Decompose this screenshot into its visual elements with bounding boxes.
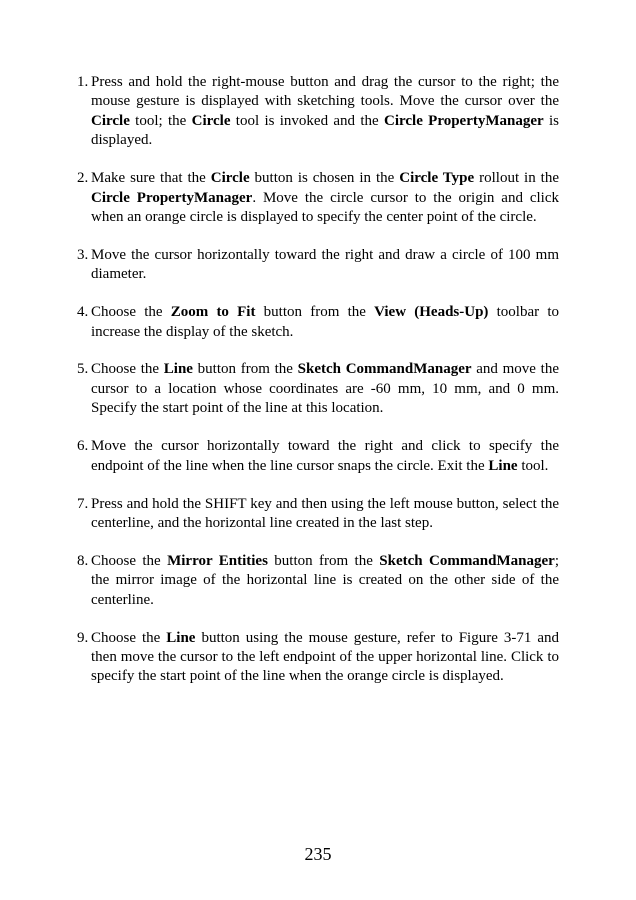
step-text: Choose the [91,361,164,378]
step-text: Choose the [91,552,168,569]
page-number: 235 [304,844,332,864]
bold-term: Circle [210,170,250,187]
step-text: Press and hold the SHIFT key and then using the left mouse button, select the centerline, and the horizontal line created in the last step. [91,495,559,531]
bold-term: Mirror Entities [167,552,268,569]
step-9 [77,629,559,687]
step-text: button is chosen in the [249,170,400,187]
bold-term: Circle [191,112,231,129]
step-2 [77,169,559,227]
step-number: 8. [77,552,89,569]
step-4 [77,303,559,342]
bold-term: Circle PropertyManager [91,189,253,206]
bold-term: Line [488,457,518,474]
step-number: 4. [77,304,89,321]
step-text: tool; the [129,112,192,129]
step-text: Move the cursor horizontally toward the right and draw a circle of 100 mm diameter. [91,246,559,283]
step-6 [77,437,559,476]
step-text: is displayed. [91,112,559,149]
bold-term: Sketch CommandManager [297,361,472,378]
bold-term: View (Heads-Up) [374,304,489,321]
step-number: 6. [77,438,89,455]
step-text: tool is invoked and the [230,112,384,129]
step-text: toolbar to increase the display of the sketch. [91,304,559,340]
step-text: and move the cursor to a location whose coordinates are -60 mm, 10 mm, and 0 mm. Specify the start point of the line at this location. [91,361,559,417]
step-1 [77,73,559,151]
step-text: tool. [517,457,549,474]
bold-term: Line [166,629,196,646]
step-number: 3. [77,246,89,263]
step-text: Move the cursor horizontally toward the right and click to specify the endpoint of the line when the line cursor snaps the circle. Exit the [91,438,559,474]
step-7 [77,495,559,534]
step-5 [77,360,559,418]
step-text: button from the [192,361,298,378]
bold-term: Sketch CommandManager [379,552,555,569]
bold-term: Zoom to Fit [170,304,256,321]
step-number: 9. [77,629,89,646]
step-8 [77,552,559,610]
bold-term: Circle PropertyManager [383,112,544,129]
step-text: Make sure that the [91,170,211,187]
step-number: 7. [77,495,89,512]
step-text: ; the mirror image of the horizontal line is created on the other side of the centerline. [91,552,559,608]
step-text: rollout in the [474,170,559,187]
step-text: button from the [255,304,375,321]
step-text: Press and hold the right-mouse button and drag the cursor to the right; the mouse gesture is displayed with sketching tools. Move the cursor over the [91,74,559,110]
bold-term: Line [163,361,193,378]
page-content [77,73,559,705]
bold-term: Circle Type [399,170,475,187]
step-text: button from the [267,552,380,569]
bold-term: Circle [91,112,130,129]
step-text: button using the mouse gesture, refer to Figure 3-71 and then move the cursor to the left endpoint of the upper horizontal line. Click to specify the start point of the line when the orange circle is displayed. [91,629,559,685]
step-text: . Move the circle cursor to the origin and click when an orange circle is displayed to specify the center point of the circle. [91,189,560,225]
step-text: Choose the [91,629,167,646]
step-number: 5. [77,361,89,378]
step-number: 1. [77,74,89,90]
step-text: Choose the [91,304,171,321]
step-3 [77,246,559,285]
step-number: 2. [77,170,89,187]
